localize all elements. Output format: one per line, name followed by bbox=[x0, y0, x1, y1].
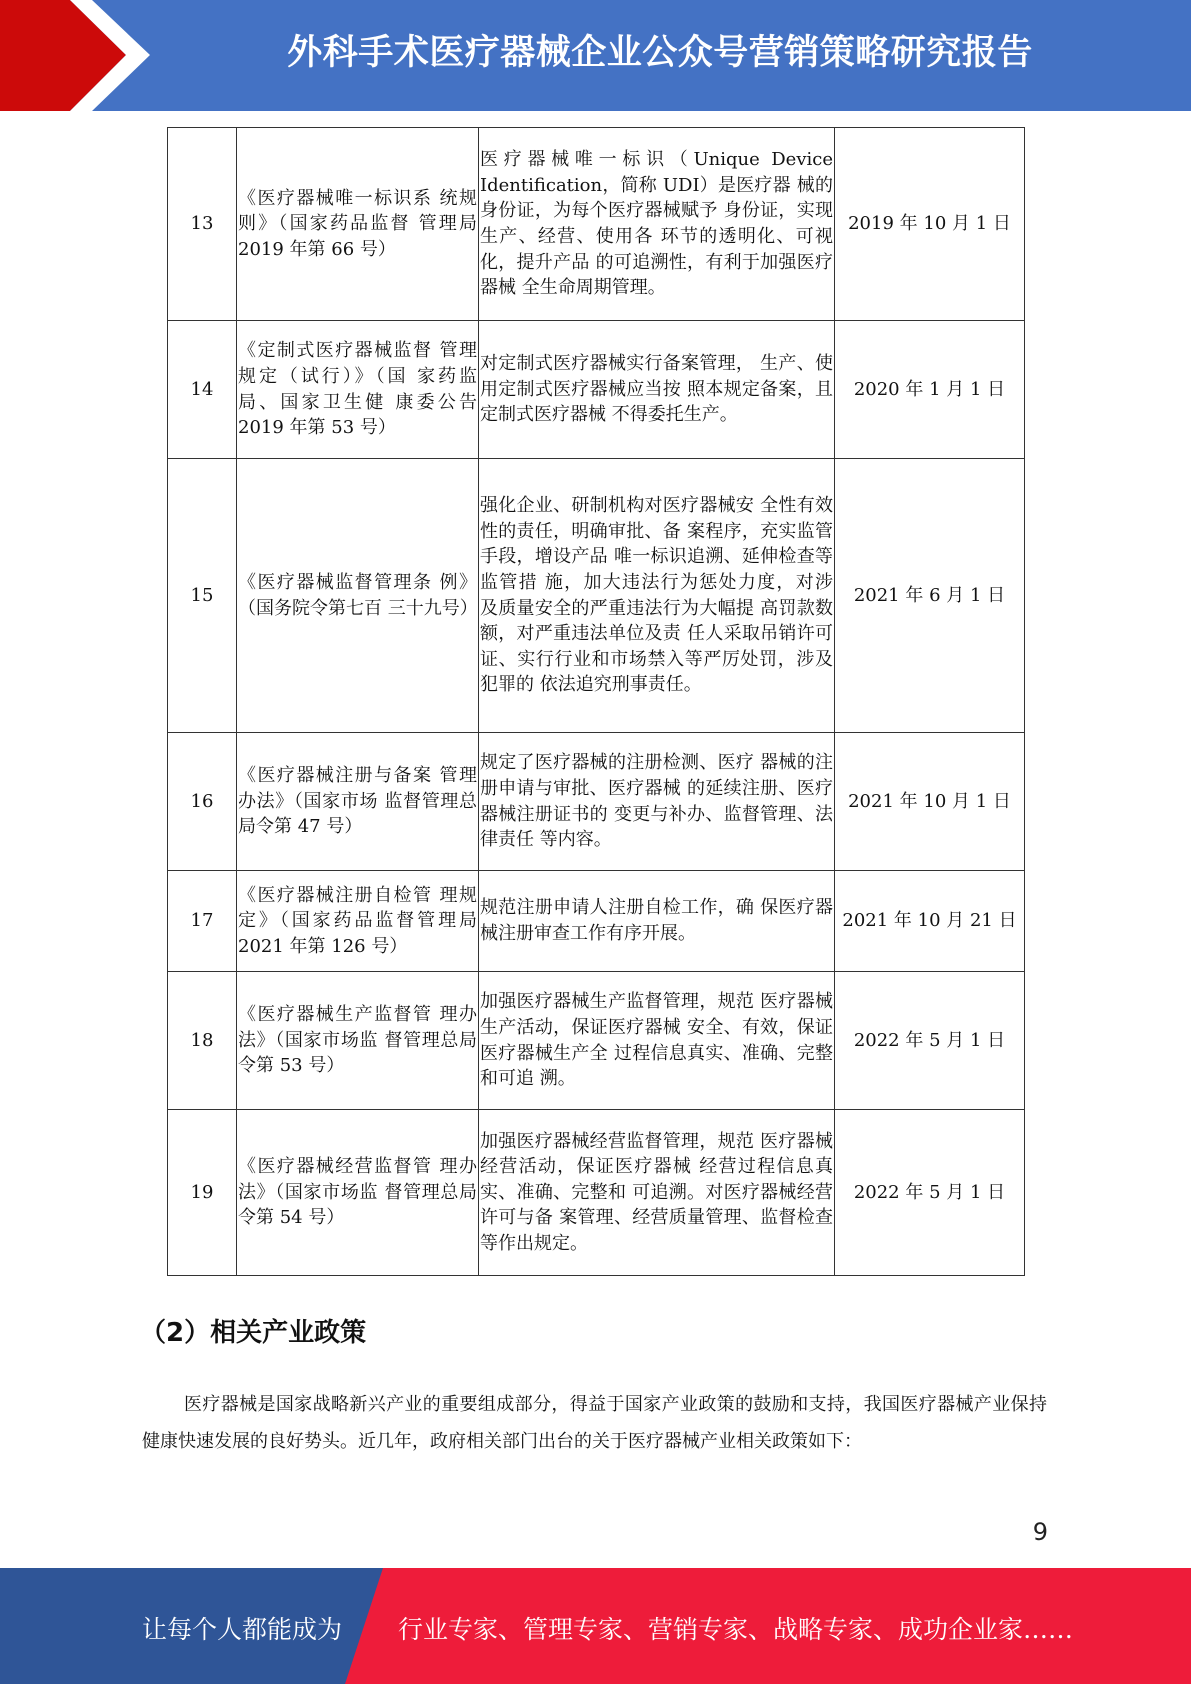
regulation-name: 《医疗器械生产监督管 理办法》（国家市场监 督管理总局令第 53 号） bbox=[237, 972, 479, 1110]
row-number: 15 bbox=[168, 459, 237, 733]
regulation-description: 规定了医疗器械的注册检测、医疗 器械的注册申请与审批、医疗器械 的延续注册、医疗器械注册证书的 变更与补办、监督管理、法律责任 等内容。 bbox=[479, 733, 835, 871]
regulation-name: 《定制式医疗器械监督 管理规定（试行）》（国 家药监局、国家卫生健 康委公告 2019 年第 53 号） bbox=[237, 321, 479, 459]
effective-date: 2021 年 10 月 1 日 bbox=[835, 733, 1025, 871]
section-title: （2）相关产业政策 bbox=[140, 1318, 367, 1348]
regulation-name: 《医疗器械注册与备案 管理办法》（国家市场 监督管理总局令第 47 号） bbox=[237, 733, 479, 871]
effective-date: 2022 年 5 月 1 日 bbox=[835, 1110, 1025, 1276]
effective-date: 2020 年 1 月 1 日 bbox=[835, 321, 1025, 459]
regulation-description: 加强医疗器械生产监督管理，规范 医疗器械生产活动，保证医疗器械 安全、有效，保证医疗器械生产全 过程信息真实、准确、完整和可追 溯。 bbox=[479, 972, 835, 1110]
table-row bbox=[168, 871, 1025, 972]
regulation-description: 强化企业、研制机构对医疗器械安 全性有效性的责任，明确审批、备 案程序，充实监管手段，增设产品 唯一标识追溯、延伸检查等监管措 施，加大违法行为惩处力度，对涉 及质量安全的严重违法行为大幅提 高罚款数额，对严重违法单位及责 任人采取吊销许可证、实行行业和市场禁入等严厉处罚，涉及犯罪的 依法追究刑事责任。 bbox=[479, 459, 835, 733]
regulation-description: 加强医疗器械经营监督管理，规范 医疗器械经营活动，保证医疗器械 经营过程信息真实、准确、完整和 可追溯。对医疗器械经营许可与备 案管理、经营质量管理、监督检查 等作出规定。 bbox=[479, 1110, 835, 1276]
row-number: 18 bbox=[168, 972, 237, 1110]
table-row bbox=[168, 733, 1025, 871]
effective-date: 2019 年 10 月 1 日 bbox=[835, 128, 1025, 321]
row-number: 13 bbox=[168, 128, 237, 321]
page-number: 9 bbox=[1032, 1518, 1048, 1546]
footer-slogan-right: 行业专家、管理专家、营销专家、战略专家、成功企业家…… bbox=[398, 1615, 1074, 1644]
regulation-table bbox=[167, 127, 1025, 1276]
table-row bbox=[168, 1110, 1025, 1276]
regulation-name: 《医疗器械监督管理条 例》（国务院令第七百 三十九号） bbox=[237, 459, 479, 733]
row-number: 19 bbox=[168, 1110, 237, 1276]
row-number: 16 bbox=[168, 733, 237, 871]
effective-date: 2021 年 10 月 21 日 bbox=[835, 871, 1025, 972]
regulation-name: 《医疗器械注册自检管 理规定》（国家药品监督管理局 2021 年第 126 号） bbox=[237, 871, 479, 972]
table-row bbox=[168, 321, 1025, 459]
table-row bbox=[168, 459, 1025, 733]
effective-date: 2022 年 5 月 1 日 bbox=[835, 972, 1025, 1110]
effective-date: 2021 年 6 月 1 日 bbox=[835, 459, 1025, 733]
regulation-name: 《医疗器械经营监督管 理办法》（国家市场监 督管理总局令第 54 号） bbox=[237, 1110, 479, 1276]
regulation-description: 对定制式医疗器械实行备案管理， 生产、使用定制式医疗器械应当按 照本规定备案，且定制式医疗器械 不得委托生产。 bbox=[479, 321, 835, 459]
footer-slogan-left: 让每个人都能成为 bbox=[142, 1615, 343, 1644]
table-row bbox=[168, 128, 1025, 321]
section-paragraph: 医疗器械是国家战略新兴产业的重要组成部分，得益于国家产业政策的鼓励和支持，我国医疗器械产业保持健康快速发展的良好势头。近几年，政府相关部门出台的关于医疗器械产业相关政策如下： bbox=[142, 1394, 1047, 1452]
header-title: 外科手术医疗器械企业公众号营销策略研究报告 bbox=[287, 33, 1033, 73]
row-number: 17 bbox=[168, 871, 237, 972]
regulation-description: 医疗器械唯一标识（Unique Device Identification，简称 UDI）是医疗器 械的身份证，为每个医疗器械赋予 身份证，实现生产、经营、使用各 环节的透明化、可视化，提升产品 的可追溯性，有利于加强医疗器械 全生命周期管理。 bbox=[479, 128, 835, 321]
regulation-description: 规范注册申请人注册自检工作，确 保医疗器械注册审查工作有序开展。 bbox=[479, 871, 835, 972]
table-row bbox=[168, 972, 1025, 1110]
regulation-name: 《医疗器械唯一标识系 统规则》（国家药品监督 管理局 2019 年第 66 号） bbox=[237, 128, 479, 321]
row-number: 14 bbox=[168, 321, 237, 459]
